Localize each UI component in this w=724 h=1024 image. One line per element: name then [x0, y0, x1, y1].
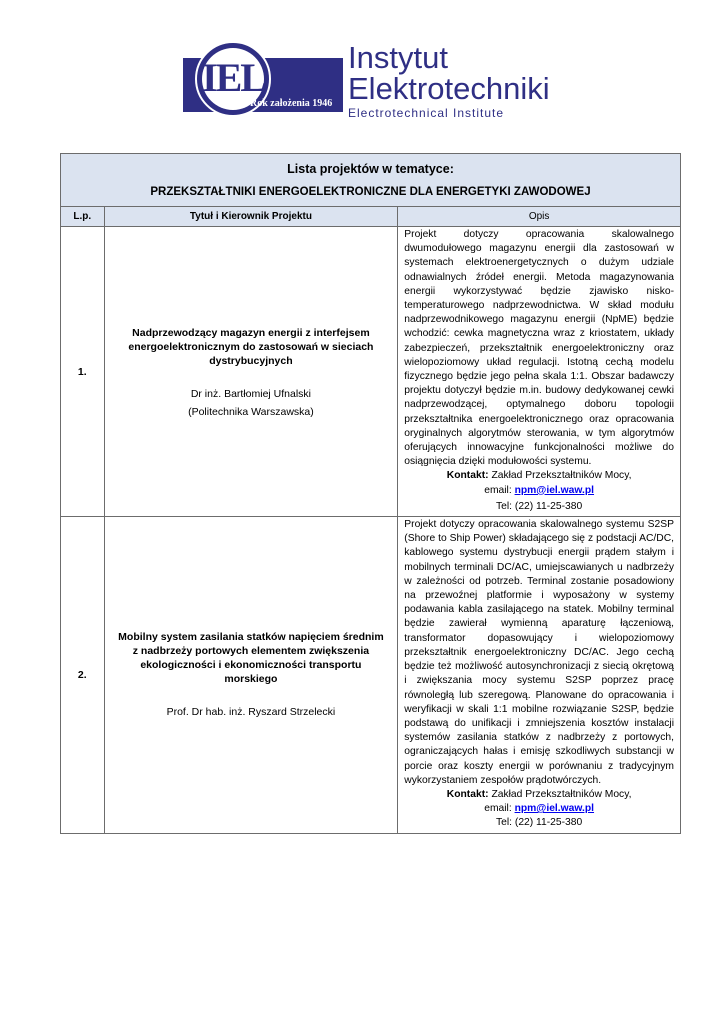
- header-desc: Opis: [398, 207, 681, 227]
- project-description: Projekt dotyczy opracowania skalowalnego systemu S2SP (Shore to Ship Power) składającego się z podstacji AC/DC, kablowego systemu dystrybucji energii prądem stałym i mobilnych terminali DC/AC, umiejscawianych u nadbrzeży w zależności od potrzeb. Terminal zostanie posadowiony na przewoźnej platformie i wyposażony w systemy podawania kabla zasilającego na statek. Mobilny terminal będzie zawierał wymienną aparaturę łączeniową, transformator dopasowujący i wielopoziomowy przekształtnik energoelektroniczny DC/AC. Jego cechą będzie też możliwość autosynchronizacji z siecią okrętową i zwiększania mocy systemu S2SP poprzez pracę równoległą lub szeregową. Planowane do opracowania i weryfikacji w skali 1:1 mobilne rozwiązanie S2SP, będzie podstawą do unifikacji i zmniejszenia kosztów instalacji systemów zasilania statków z nadbrzeży z portowych, ograniczających hałas i emisję szkodliwych substancji w porcie oraz koszty energii w porównaniu z tradycyjnym wykorzystaniem zespołów prądotwórczych.: [404, 519, 674, 786]
- project-leader: Prof. Dr hab. inż. Ryszard Strzelecki: [166, 705, 336, 718]
- table-row: [61, 517, 681, 833]
- email-link[interactable]: npm@iel.waw.pl: [514, 484, 595, 496]
- contact-label: Kontakt:: [446, 788, 489, 800]
- table-subtitle: PRZEKSZTAŁTNIKI ENERGOELEKTRONICZNE DLA ENERGETYKI ZAWODOWEJ: [150, 186, 591, 198]
- logo-caption: Rok założenia 1946: [250, 98, 333, 109]
- contact-unit: Zakład Przekształtników Mocy,: [491, 788, 632, 800]
- project-title-cell: [104, 517, 398, 833]
- project-title-cell: [104, 227, 398, 517]
- table-header-row: [61, 207, 681, 227]
- row-number: 1.: [61, 227, 105, 517]
- email-link[interactable]: npm@iel.waw.pl: [514, 803, 595, 815]
- email-label: email:: [484, 803, 512, 815]
- page-header: [0, 0, 724, 130]
- project-description: Projekt dotyczy opracowania skalowalnego dwumodułowego magazynu energii dla zastosowań w systemach elektroenergetycznych o dużym udziale odnawialnych źródeł energii. Metoda magazynowania energii wykorzystywać będzie zjawisko nisko-temperaturowego nadprzewodnictwa. W skład modułu nadprzewodnikowego magazynu energii (NpME) będzie wchodzić: cewka magnetyczna wraz z kriostatem, układy zabezpieczeń, przekształtnik energoelektroniczny oraz wielopoziomowy układ regulacji. Istotną cechą modelu fizycznego będzie jego pełna skala 1:1. Obszar badawczy projektu dotyczył będzie m.in. budowy dedykowanej cewki nadprzewodzącej, optymalnego doboru topologii przekształtnika energoelektronicznego oraz opracowania oryginalnych algorytmów sterowania, w tym algorytmów oferujących innowacyjne funkcjonalności możliwe do osiągnięcia dzięki modułowości systemu.: [404, 229, 674, 468]
- contact-block: [404, 469, 674, 483]
- projects-table: [60, 153, 681, 834]
- project-affiliation: (Politechnika Warszawska): [188, 405, 314, 418]
- project-leader: Dr inż. Bartłomiej Ufnalski: [190, 387, 312, 400]
- contact-phone: Tel: (22) 11-25-380: [496, 500, 583, 512]
- institute-name-english: Electrotechnical Institute: [348, 106, 505, 120]
- contact-block: [404, 788, 674, 802]
- header-lp: L.p.: [61, 207, 105, 227]
- institute-name-line1: Instytut: [348, 40, 448, 75]
- project-description-cell: [398, 227, 681, 517]
- project-description-cell: [398, 517, 681, 833]
- table-row: [61, 227, 681, 517]
- row-number: 2.: [61, 517, 105, 833]
- header-title: Tytuł i Kierownik Projektu: [104, 207, 398, 227]
- contact-label: Kontakt:: [446, 470, 489, 482]
- contact-unit: Zakład Przekształtników Mocy,: [491, 470, 632, 482]
- logo-letters: IEL: [202, 55, 265, 100]
- table-title: Lista projektów w tematyce:: [287, 162, 454, 176]
- table-title-cell: [61, 154, 681, 207]
- contact-phone: Tel: (22) 11-25-380: [496, 817, 583, 829]
- project-title: Nadprzewodzący magazyn energii z interfejsem energoelektronicznym do zastosowań w sieciach dystrybucyjnych: [128, 326, 374, 367]
- institute-name-line2: Elektrotechniki: [348, 71, 550, 106]
- project-title: Mobilny system zasilania statków napięciem średnim z nadbrzeży portowych elementem zwiększenia ekologiczności i ekonomiczności transportu morskiego: [118, 630, 384, 685]
- email-label: email:: [484, 484, 512, 496]
